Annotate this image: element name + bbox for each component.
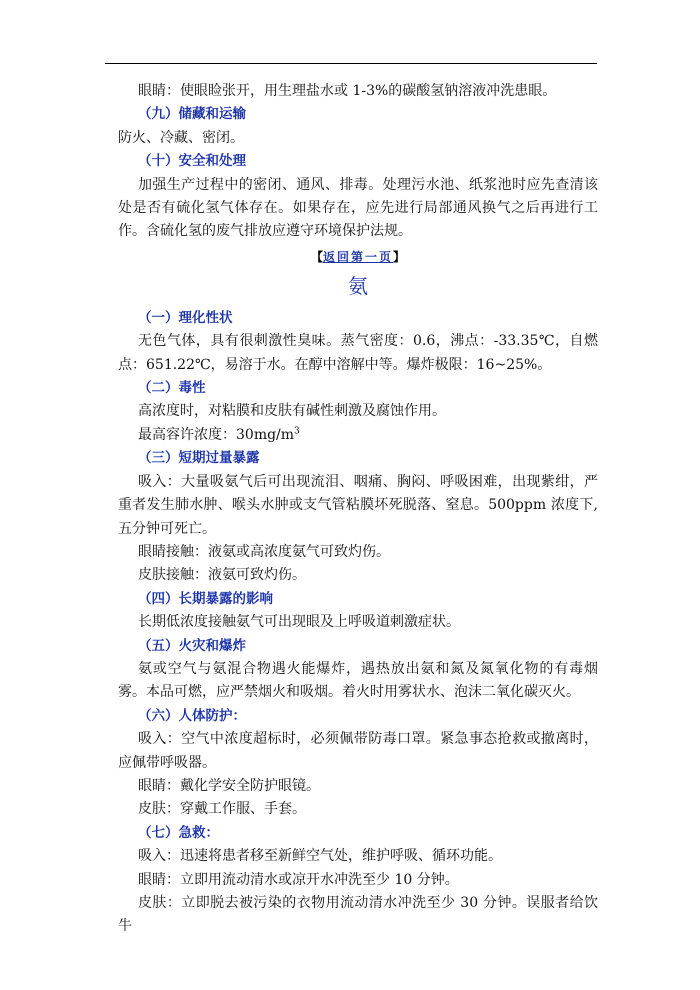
max-concentration-text (118, 424, 598, 447)
protection-skin-text: 皮肤：穿戴工作服、手套。 (138, 801, 306, 818)
back-to-first-page-nav (118, 247, 598, 267)
section-heading-toxicity: （二）毒性 (138, 380, 206, 397)
safety-text: 加强生产过程中的密闭、通风、排毒。处理污水池、纸浆池时应先查清该处是否有硫化氢气体存在。如果存在，应先进行局部通风换气之后再进行工作。含硫化氢的废气排放应遵守环境保护法规。 (118, 176, 598, 240)
short-term-inhale-text: 吸入：大量吸氨气后可出现流泪、咽痛、胸闷、呼吸困难，出现紫绀，严重者发生肺水肿、喉头水肿或支气管粘膜坏死脱落、窒息。500ppm 浓度下,五分钟可死亡。 (118, 473, 598, 537)
short-term-skin-text: 皮肤接触：液氨可致灼伤。 (138, 567, 306, 584)
eye-first-aid-text: 眼睛：使眼睑张开，用生理盐水或 1-3%的碳酸氢钠溶液冲洗患眼。 (138, 83, 557, 99)
page-title: 氨 (348, 273, 368, 298)
short-term-eye-text: 眼睛接触：液氨或高浓度氨气可致灼伤。 (138, 543, 390, 560)
back-to-first-page-link[interactable]: 返回第一页 (322, 249, 393, 264)
section-heading-fire: （五）火灾和爆炸 (138, 637, 246, 654)
section-heading-short-term: （三）短期过量暴露 (138, 450, 260, 467)
section-heading-first-aid: （七）急救： (138, 824, 219, 841)
properties-text: 无色气体，具有很刺激性臭味。蒸气密度：0.6，沸点：-33.35℃，自燃点：651.22℃，易溶于水。在醇中溶解中等。爆炸极限：16~25%。 (118, 333, 598, 373)
section-heading-storage: （九）储藏和运输 (138, 106, 246, 123)
section-heading-properties: （一）理化性状 (138, 309, 233, 326)
section-heading-safety: （十）安全和处理 (138, 153, 246, 170)
storage-text: 防火、冷藏、密闭。 (118, 129, 244, 146)
max-concentration-value: 最高容许浓度：30mg/m (138, 426, 295, 443)
protection-eye-text: 眼睛：戴化学安全防护眼镜。 (138, 777, 320, 794)
header-rule (105, 63, 597, 64)
document-body (118, 80, 598, 939)
max-concentration-sup: 3 (294, 426, 300, 437)
bracket-right: 】 (393, 249, 406, 264)
section-heading-protection: （六）人体防护： (138, 707, 246, 724)
long-term-text: 长期低浓度接触氨气可出现眼及上呼吸道刺激症状。 (138, 614, 460, 631)
first-aid-skin-text: 皮肤：立即脱去被污染的衣物用流动清水冲洗至少 30 分钟。误服者给饮牛 (118, 895, 598, 935)
first-aid-inhale-text: 吸入：迅速将患者移至新鲜空气处，维护呼吸、循环功能。 (138, 848, 502, 865)
bracket-left: 【 (310, 249, 323, 264)
toxicity-text: 高浓度时，对粘膜和皮肤有碱性刺激及腐蚀作用。 (138, 403, 446, 420)
section-heading-long-term: （四）长期暴露的影响 (138, 590, 273, 607)
protection-inhale-text: 吸入：空气中浓度超标时，必须佩带防毒口罩。紧急事态抢救或撤离时，应佩带呼吸器。 (118, 731, 598, 771)
first-aid-eye-text: 眼睛：立即用流动清水或凉开水冲洗至少 10 分钟。 (138, 871, 459, 888)
fire-text: 氨或空气与氨混合物遇火能爆炸，遇热放出氨和氮及氮氧化物的有毒烟雾。本品可燃，应严禁烟火和吸烟。着火时用雾状水、泡沫二氧化碳灭火。 (118, 660, 598, 701)
